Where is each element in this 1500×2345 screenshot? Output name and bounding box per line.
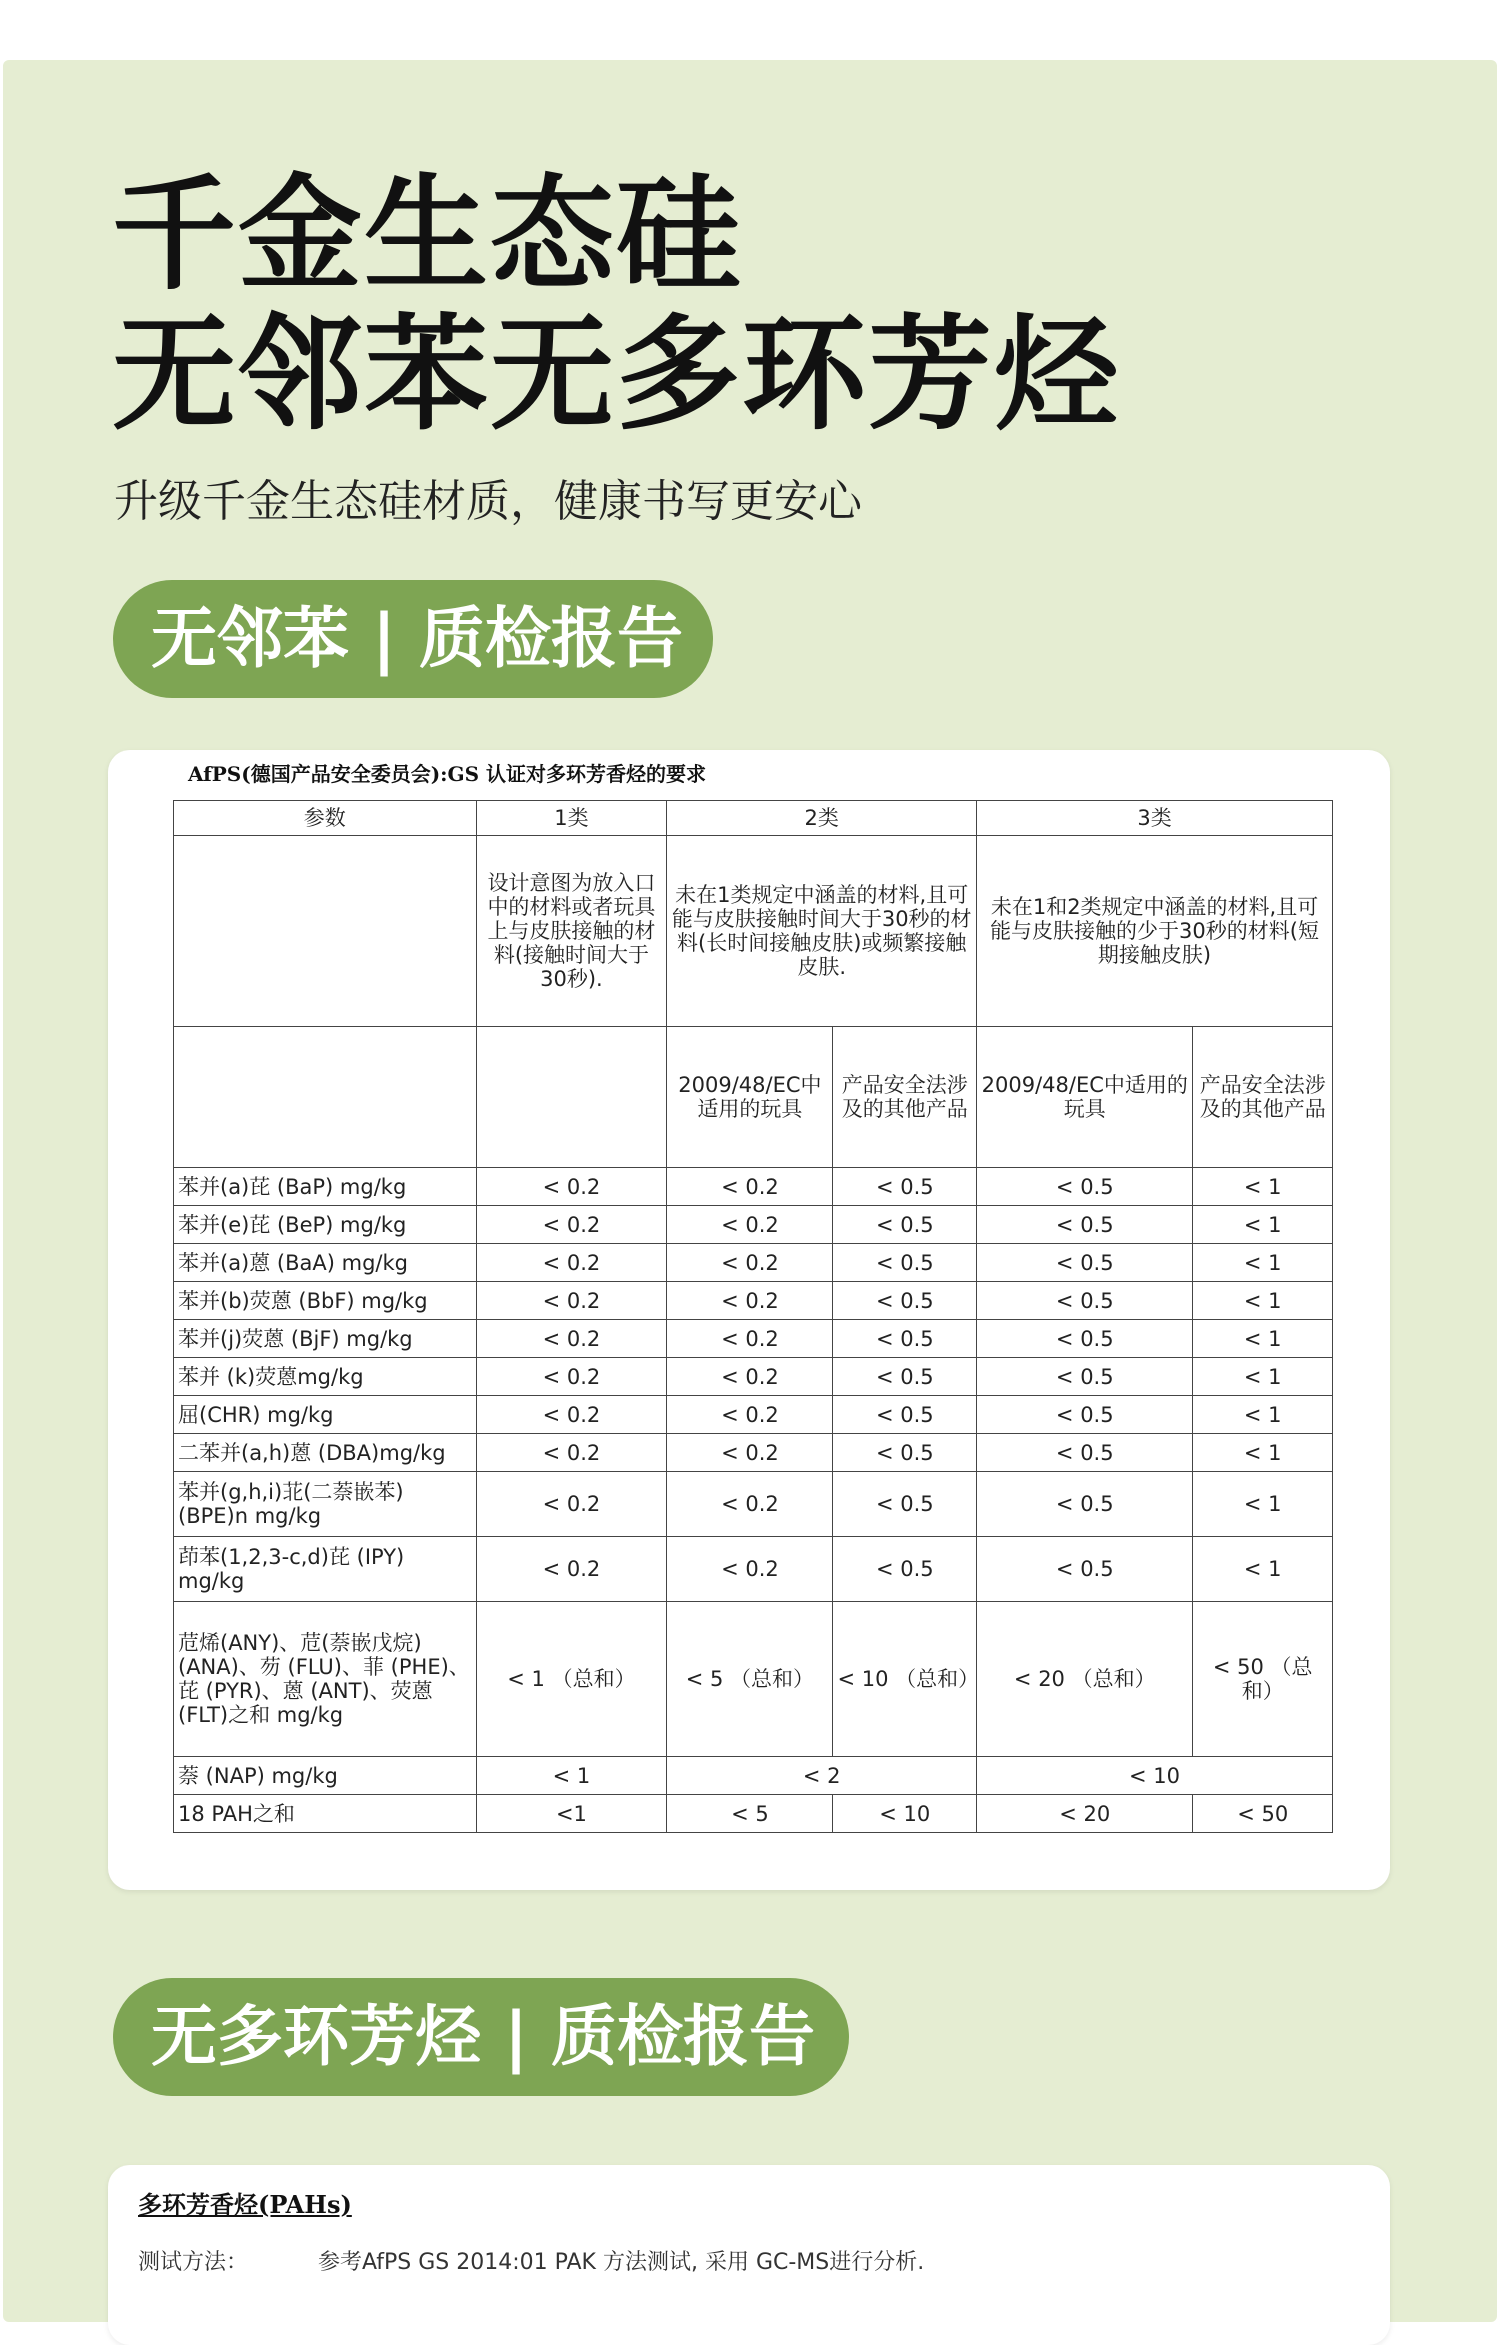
row-cat1: < 0.2 — [476, 1472, 667, 1537]
row-cat3-other: < 1 — [1193, 1358, 1333, 1396]
report-doc-title: AfPS(德国产品安全委员会):GS 认证对多环芳香烃的要求 — [188, 762, 707, 786]
row-cat1: < 1 — [476, 1757, 667, 1795]
row-cat3-toys: < 0.5 — [977, 1206, 1193, 1244]
row-param: 茚苯(1,2,3-c,d)芘 (IPY) mg/kg — [174, 1537, 477, 1602]
row-cat2-other: < 0.5 — [833, 1320, 977, 1358]
row-cat3-toys: < 0.5 — [977, 1244, 1193, 1282]
table-row — [174, 1537, 1333, 1602]
row-cat3-other: < 1 — [1193, 1282, 1333, 1320]
row-cat2-toys: < 0.2 — [667, 1206, 833, 1244]
report-card-pahs — [108, 2165, 1390, 2345]
row-cat2-toys: < 0.2 — [667, 1320, 833, 1358]
row-cat3-other: < 50 — [1193, 1795, 1333, 1833]
row-cat3-toys: < 0.5 — [977, 1396, 1193, 1434]
row-cat1: < 0.2 — [476, 1434, 667, 1472]
report-card-afps — [108, 750, 1390, 1890]
row-cat3-toys: < 0.5 — [977, 1472, 1193, 1537]
row-cat2-other: < 0.5 — [833, 1358, 977, 1396]
table-row-nap — [174, 1757, 1333, 1795]
row-cat2-other: < 0.5 — [833, 1206, 977, 1244]
table-desc-row — [174, 836, 1333, 1027]
table-row — [174, 1244, 1333, 1282]
row-cat2-other: < 0.5 — [833, 1396, 977, 1434]
sub-cat2-toys: 2009/48/EC中适用的玩具 — [667, 1027, 833, 1168]
row-cat3-other: < 1 — [1193, 1168, 1333, 1206]
sub-cat3-toys: 2009/48/EC中适用的玩具 — [977, 1027, 1193, 1168]
table-row-total — [174, 1795, 1333, 1833]
desc-cat3: 未在1和2类规定中涵盖的材料,且可能与皮肤接触的少于30秒的材料(短期接触皮肤) — [977, 836, 1333, 1027]
page-subtitle: 升级千金生态硅材质，健康书写更安心 — [114, 476, 862, 527]
header-cat3: 3类 — [977, 801, 1333, 836]
row-cat3-toys: < 20 （总和） — [977, 1602, 1193, 1757]
row-cat3-other: < 1 — [1193, 1472, 1333, 1537]
header-param: 参数 — [174, 801, 477, 836]
row-cat2-other: < 0.5 — [833, 1537, 977, 1602]
table-row — [174, 1434, 1333, 1472]
table-subheader-row — [174, 1027, 1333, 1168]
row-cat2-toys: < 0.2 — [667, 1244, 833, 1282]
table-header-row — [174, 801, 1333, 836]
row-cat1: < 0.2 — [476, 1168, 667, 1206]
row-cat2-other: < 10 — [833, 1795, 977, 1833]
row-cat3-toys: < 20 — [977, 1795, 1193, 1833]
row-cat1: < 0.2 — [476, 1282, 667, 1320]
row-cat2-toys: < 0.2 — [667, 1537, 833, 1602]
desc-cat2: 未在1类规定中涵盖的材料,且可能与皮肤接触时间大于30秒的材料(长时间接触皮肤)或频繁接触皮肤. — [667, 836, 977, 1027]
row-param: 苯并(j)荧蒽 (BjF) mg/kg — [174, 1320, 477, 1358]
row-param: 苯并(a)蒽 (BaA) mg/kg — [174, 1244, 477, 1282]
desc-empty — [174, 836, 477, 1027]
row-cat3-other: < 1 — [1193, 1244, 1333, 1282]
row-cat2-toys: < 0.2 — [667, 1168, 833, 1206]
row-param: 苊烯(ANY)、苊(萘嵌戊烷) (ANA)、芴 (FLU)、菲 (PHE)、芘 (PYR)、蒽 (ANT)、荧蒽 (FLT)之和 mg/kg — [174, 1602, 477, 1757]
test-method-label: 测试方法： — [138, 2250, 249, 2275]
sub-empty-2 — [476, 1027, 667, 1168]
row-cat2-toys: < 0.2 — [667, 1472, 833, 1537]
row-cat3-other: < 1 — [1193, 1320, 1333, 1358]
row-cat2-other: < 0.5 — [833, 1282, 977, 1320]
desc-cat1: 设计意图为放入口中的材料或者玩具上与皮肤接触的材料(接触时间大于30秒). — [476, 836, 667, 1027]
page-title-line2: 无邻苯无多环芳烃 — [112, 303, 1121, 447]
table-row — [174, 1396, 1333, 1434]
row-cat1: < 1 （总和） — [476, 1602, 667, 1757]
row-param: 二苯并(a,h)蒽 (DBA)mg/kg — [174, 1434, 477, 1472]
row-cat3-toys: < 0.5 — [977, 1282, 1193, 1320]
row-cat2-other: < 0.5 — [833, 1168, 977, 1206]
row-param: 苯并(g,h,i)苝(二萘嵌苯) (BPE)n mg/kg — [174, 1472, 477, 1537]
row-cat2-other: < 10 （总和） — [833, 1602, 977, 1757]
section-pill-phthalate-report: 无邻苯 | 质检报告 — [113, 580, 713, 698]
row-param: 萘 (NAP) mg/kg — [174, 1757, 477, 1795]
row-cat1: < 0.2 — [476, 1537, 667, 1602]
row-cat3-toys: < 0.5 — [977, 1358, 1193, 1396]
row-cat2-other: < 0.5 — [833, 1244, 977, 1282]
row-cat3-other: < 1 — [1193, 1434, 1333, 1472]
table-row — [174, 1358, 1333, 1396]
row-cat3-toys: < 0.5 — [977, 1168, 1193, 1206]
pah-requirements-table — [173, 800, 1333, 1833]
row-cat2-toys: < 0.2 — [667, 1396, 833, 1434]
row-cat1: < 0.2 — [476, 1206, 667, 1244]
row-param: 苯并 (k)荧蒽mg/kg — [174, 1358, 477, 1396]
row-cat1: < 0.2 — [476, 1358, 667, 1396]
sub-cat2-other: 产品安全法涉及的其他产品 — [833, 1027, 977, 1168]
test-method-text: 参考AfPS GS 2014:01 PAK 方法测试, 采用 GC-MS进行分析. — [318, 2250, 925, 2275]
row-param: 苯并(a)芘 (BaP) mg/kg — [174, 1168, 477, 1206]
row-cat2: < 2 — [667, 1757, 977, 1795]
row-param: 屈(CHR) mg/kg — [174, 1396, 477, 1434]
row-cat3-other: < 1 — [1193, 1537, 1333, 1602]
row-cat2-other: < 0.5 — [833, 1472, 977, 1537]
page-title-line1: 千金生态硅 — [112, 163, 743, 307]
row-cat3-toys: < 0.5 — [977, 1320, 1193, 1358]
table-row — [174, 1206, 1333, 1244]
table-row — [174, 1168, 1333, 1206]
row-cat1: < 0.2 — [476, 1244, 667, 1282]
table-row-sum — [174, 1602, 1333, 1757]
header-cat2: 2类 — [667, 801, 977, 836]
row-cat2-toys: < 0.2 — [667, 1282, 833, 1320]
row-cat3-toys: < 0.5 — [977, 1434, 1193, 1472]
table-row — [174, 1472, 1333, 1537]
row-param: 苯并(e)芘 (BeP) mg/kg — [174, 1206, 477, 1244]
header-cat1: 1类 — [476, 801, 667, 836]
row-param: 18 PAH之和 — [174, 1795, 477, 1833]
row-cat2-toys: < 0.2 — [667, 1358, 833, 1396]
row-cat3-other: < 1 — [1193, 1396, 1333, 1434]
row-cat2-toys: < 0.2 — [667, 1434, 833, 1472]
row-cat3-other: < 50 （总和） — [1193, 1602, 1333, 1757]
pahs-heading: 多环芳香烃(PAHs) — [138, 2190, 352, 2219]
row-cat3-other: < 1 — [1193, 1206, 1333, 1244]
row-cat3-toys: < 0.5 — [977, 1537, 1193, 1602]
row-cat2-toys: < 5 — [667, 1795, 833, 1833]
row-cat3: < 10 — [977, 1757, 1333, 1795]
row-cat1: < 0.2 — [476, 1320, 667, 1358]
sub-empty-1 — [174, 1027, 477, 1168]
row-cat2-other: < 0.5 — [833, 1434, 977, 1472]
row-param: 苯并(b)荧蒽 (BbF) mg/kg — [174, 1282, 477, 1320]
sub-cat3-other: 产品安全法涉及的其他产品 — [1193, 1027, 1333, 1168]
row-cat1: <1 — [476, 1795, 667, 1833]
section-pill-pah-report: 无多环芳烃 | 质检报告 — [113, 1978, 849, 2096]
row-cat1: < 0.2 — [476, 1396, 667, 1434]
row-cat2-toys: < 5 （总和） — [667, 1602, 833, 1757]
table-row — [174, 1282, 1333, 1320]
table-row — [174, 1320, 1333, 1358]
